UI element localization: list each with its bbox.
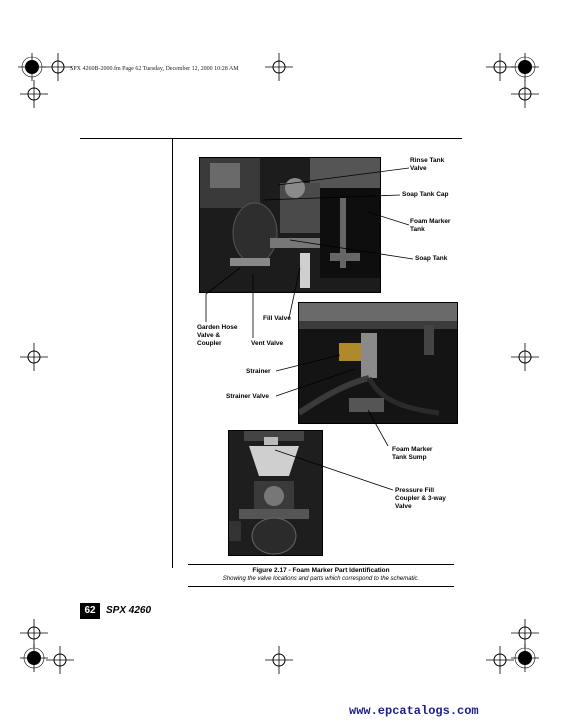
product-name: SPX 4260 (106, 605, 152, 616)
label-soap-tank-cap: Soap Tank Cap (402, 191, 449, 198)
figure-caption-title: Figure 2.17 - Foam Marker Part Identification (252, 567, 390, 574)
label-soap-tank: Soap Tank (415, 255, 448, 262)
label-pressure-fill-coupler: Pressure Fill Coupler & 3-way Valve (395, 487, 446, 510)
label-strainer: Strainer (246, 368, 271, 375)
label-vent-valve: Vent Valve (251, 340, 284, 347)
caption-rule-top (188, 564, 454, 565)
label-garden-hose-valve-coupler: Garden Hose Valve & Coupler (197, 324, 238, 347)
label-foam-marker-tank-sump: Foam Marker Tank Sump (392, 446, 433, 461)
file-info-header: SPX 4260B-2000.fm Page 62 Tuesday, December 12, 2000 10:28 AM (70, 66, 239, 72)
label-foam-marker-tank: Foam Marker Tank (410, 218, 451, 233)
label-strainer-valve: Strainer Valve (226, 393, 269, 400)
figure-caption-subtitle: Showing the valve locations and parts which correspond to the schematic. (222, 576, 420, 582)
caption-rule-bottom (188, 586, 454, 587)
label-fill-valve: Fill Valve (263, 315, 291, 322)
page-number: 62 (80, 603, 100, 619)
watermark-link[interactable]: www.epcatalogs.com (349, 704, 479, 718)
label-rinse-tank-valve: Rinse Tank Valve (410, 157, 445, 172)
